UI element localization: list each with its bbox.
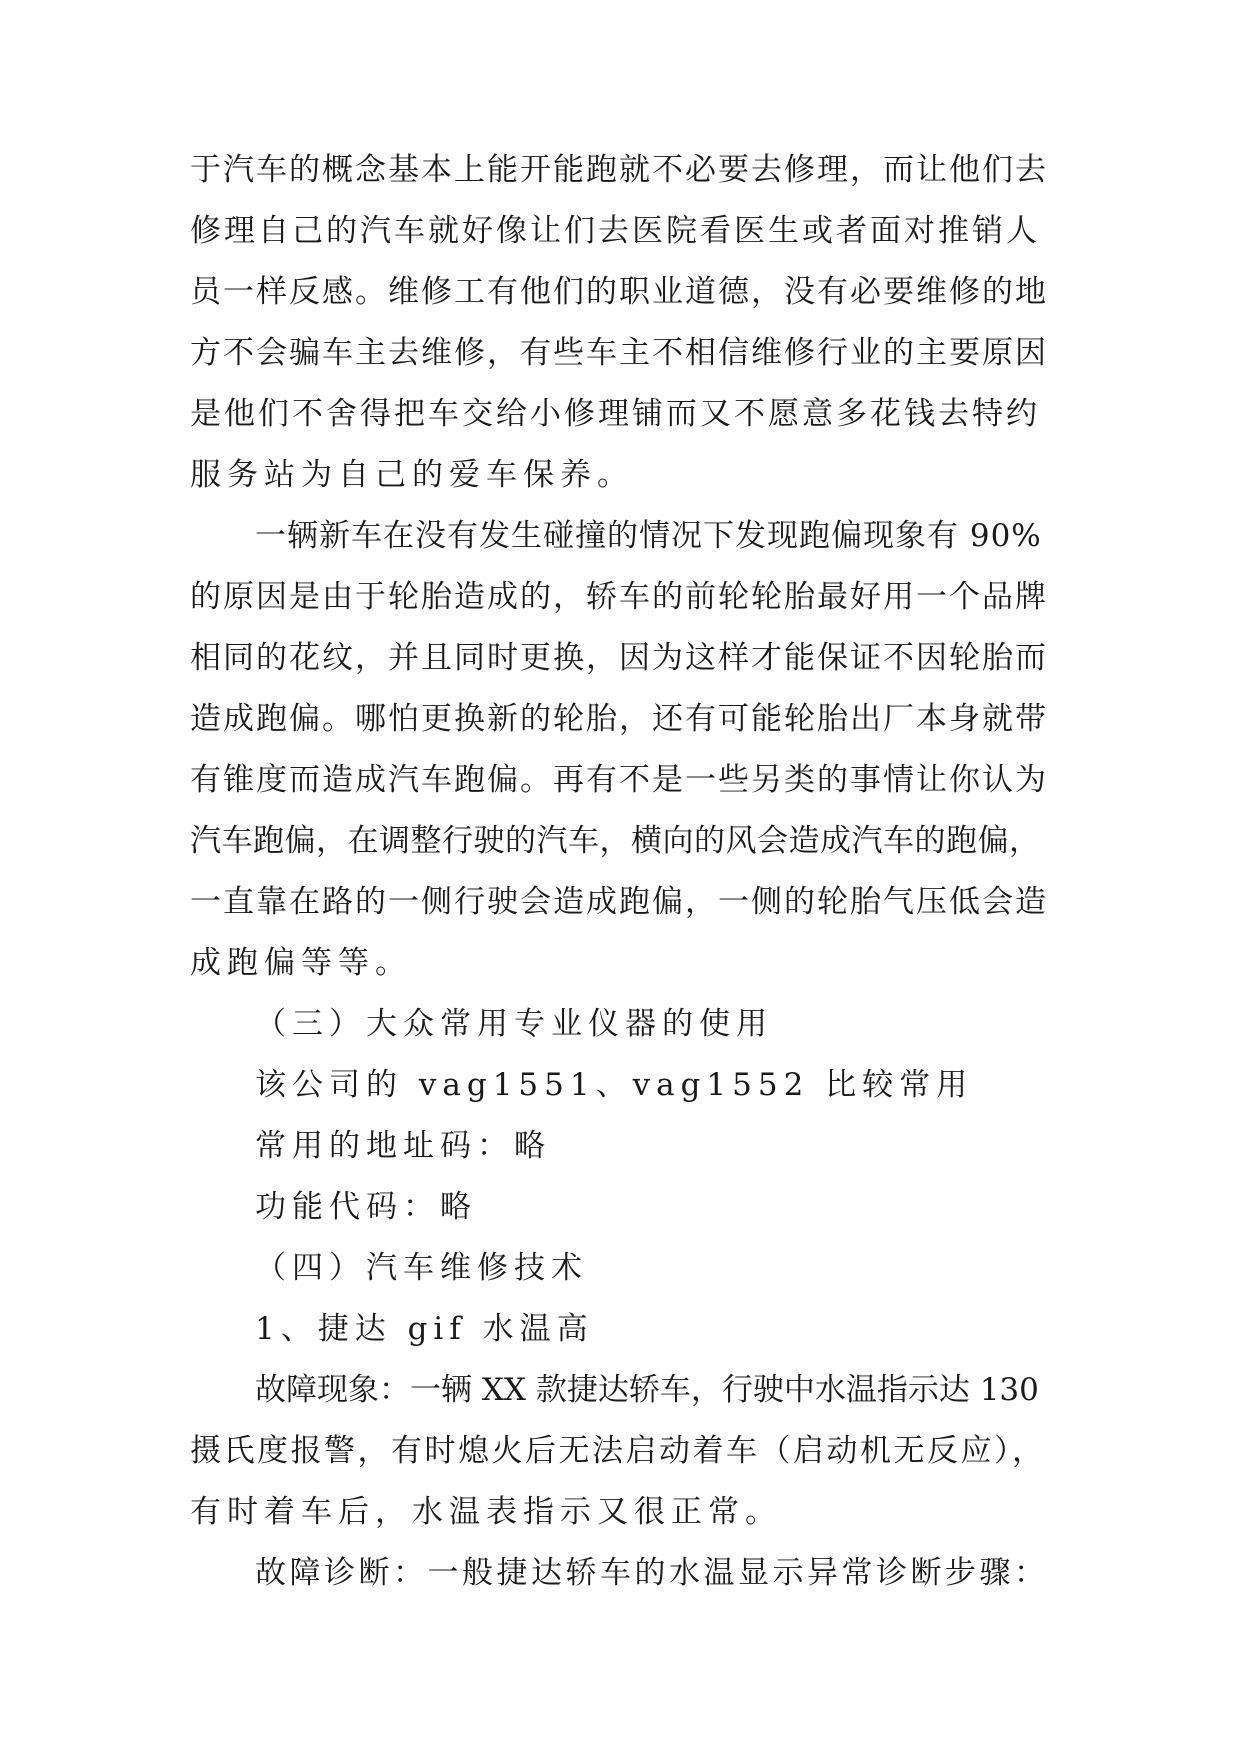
paragraph-line: 是他们不舍得把车交给小修理铺而又不愿意多花钱去特约 [190,396,1040,432]
paragraph-first-line: 故障诊断：一般捷达轿车的水温显示异常诊断步骤： [255,1555,1049,1591]
paragraph-line: 该公司的 vag1551、vag1552 比较常用 [255,1067,974,1103]
paragraph-first-line: 故障现象：一辆 XX 款捷达轿车，行驶中水温指示达 130 [255,1372,1039,1408]
paragraph-line: 有锥度而造成汽车跑偏。再有不是一些另类的事情让你认为 [190,762,1048,798]
paragraph-line: 相同的花纹，并且同时更换，因为这样才能保证不因轮胎而 [190,640,1048,676]
paragraph-line: 员一样反感。维修工有他们的职业道德，没有必要维修的地 [190,274,1048,310]
section-heading: （三）大众常用专业仪器的使用 [255,1006,773,1042]
subsection-heading: 1、捷达 gif 水温高 [255,1311,594,1347]
paragraph-line: 功能代码：略 [255,1189,477,1225]
paragraph-line: 于汽车的概念基本上能开能跑就不必要去修理，而让他们去 [190,152,1048,188]
section-heading: （四）汽车维修技术 [255,1250,588,1286]
paragraph-line: 有时着车后，水温表指示又很正常。 [190,1494,782,1530]
paragraph-line: 一直靠在路的一侧行驶会造成跑偏，一侧的轮胎气压低会造 [190,884,1048,920]
paragraph-line: 修理自己的汽车就好像让们去医院看医生或者面对推销人 [190,213,1040,249]
paragraph-first-line: 一辆新车在没有发生碰撞的情况下发现跑偏现象有 90% [255,518,1042,554]
paragraph-line: 汽车跑偏，在调整行驶的汽车，横向的风会造成汽车的跑偏， [190,823,1041,859]
paragraph-line: 造成跑偏。哪怕更换新的轮胎，还有可能轮胎出厂本身就带 [190,701,1048,737]
paragraph-line: 服务站为自己的爱车保养。 [190,457,634,493]
paragraph-line: 常用的地址码：略 [255,1128,551,1164]
paragraph-line: 方不会骗车主去维修，有些车主不相信维修行业的主要原因 [190,335,1048,371]
paragraph-line: 的原因是由于轮胎造成的，轿车的前轮轮胎最好用一个品牌 [190,579,1048,615]
paragraph-line: 成跑偏等等。 [190,945,412,981]
paragraph-line: 摄氏度报警，有时熄火后无法启动着车（启动机无反应）， [190,1433,1046,1469]
